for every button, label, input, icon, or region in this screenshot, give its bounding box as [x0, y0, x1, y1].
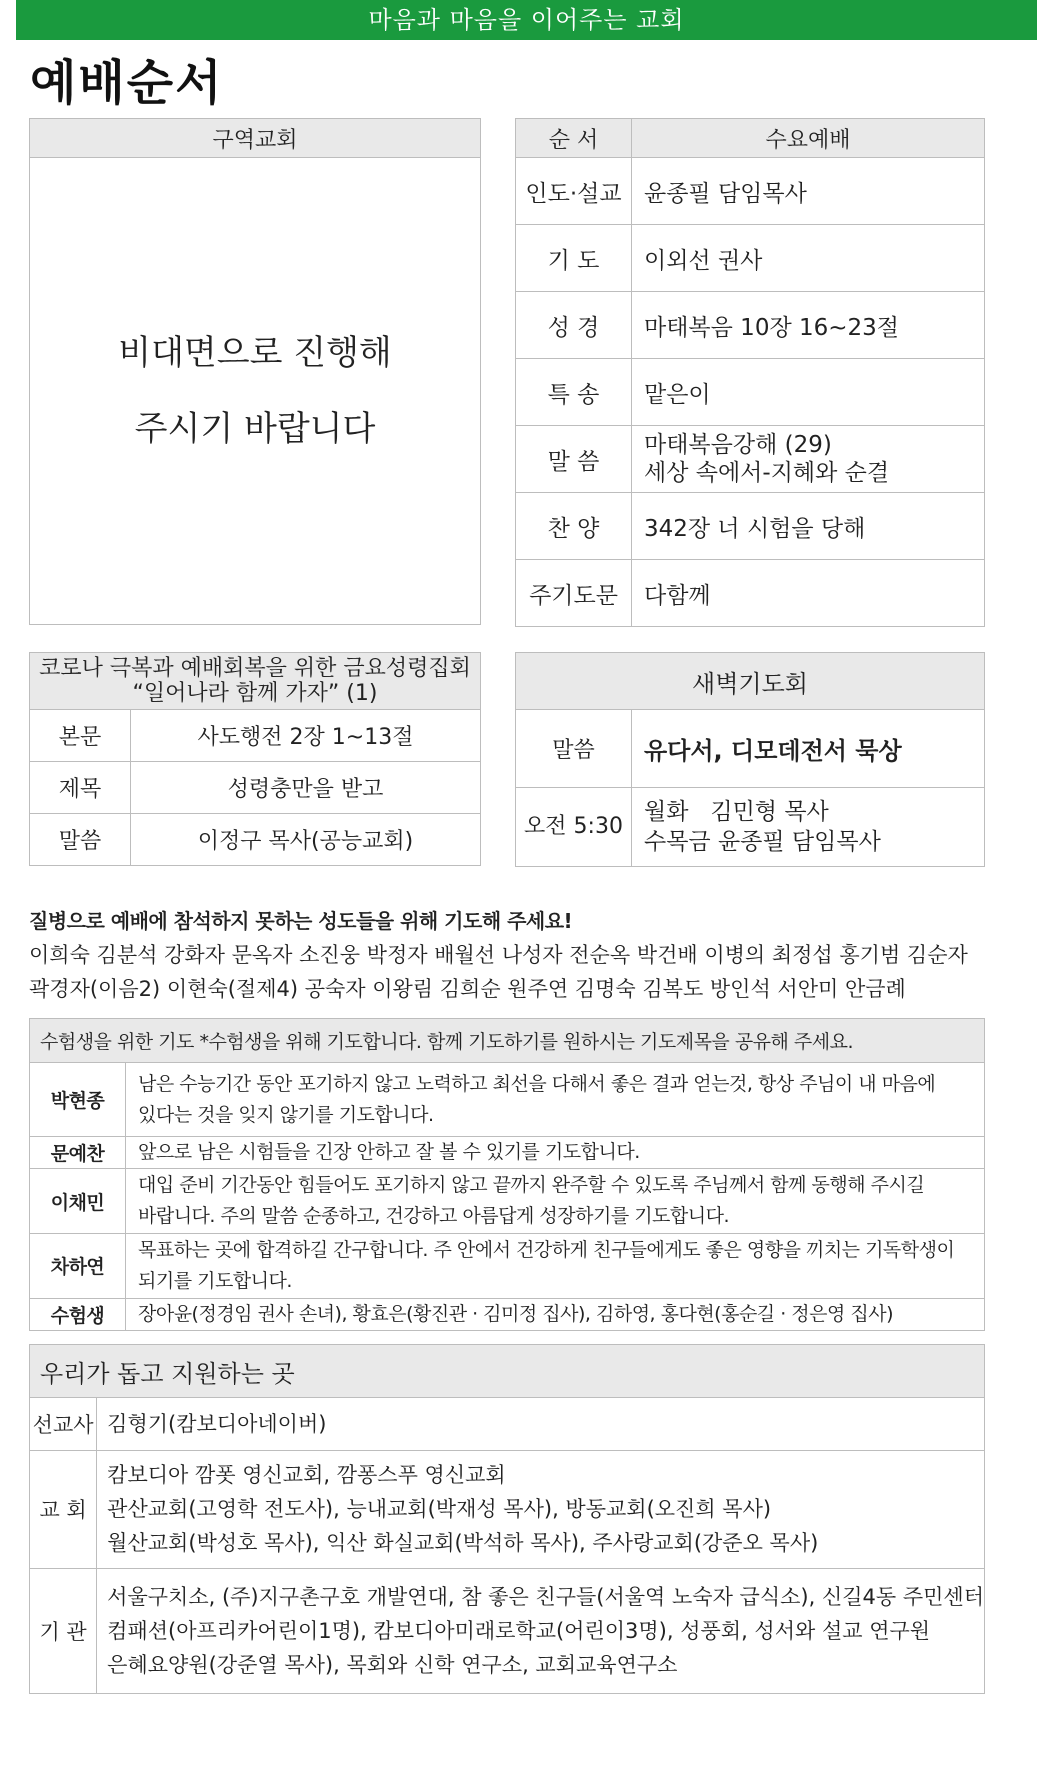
row-label: 말씀 [30, 814, 131, 866]
prayer-line: 되기를 기도합니다. [138, 1269, 292, 1292]
dawn-header: 새벽기도회 [516, 653, 985, 710]
table-row [516, 292, 985, 359]
student-prayer [126, 1298, 985, 1330]
table-row [516, 426, 985, 493]
friday-header-line2: “일어나라 함께 가자” (1) [132, 681, 378, 706]
support-line: 컴패션(아프리카어린이1명), 캄보디아미래로학교(어린이3명), 성풍회, 성서와 설교 연구원 [107, 1619, 931, 1644]
district-church-table [29, 118, 481, 625]
student-prayer [126, 1137, 985, 1169]
support-line: 서울구치소, (주)지구촌구호 개발연대, 참 좋은 친구들(서울역 노숙자 급식소), 신길4동 주민센터 [107, 1585, 984, 1610]
student-prayer [126, 1234, 985, 1299]
support-line: 관산교회(고영학 전도사), 능내교회(박재성 목사), 방동교회(오진희 목사) [107, 1497, 772, 1522]
row-value: 성령충만을 받고 [131, 762, 481, 814]
table-row [30, 1398, 985, 1450]
student-prayer [126, 1169, 985, 1234]
prayer-names-line1: 이희숙 김분석 강화자 문옥자 소진웅 박정자 배월선 나성자 전순옥 박건배 이병의 최정섭 홍기범 김순자 [29, 943, 968, 967]
prayer-line: 있다는 것을 잊지 않기를 기도합니다. [138, 1103, 434, 1126]
row-label: 성 경 [516, 292, 632, 359]
row-value [632, 426, 985, 493]
row-value: 342장 너 시험을 당해 [632, 493, 985, 560]
dawn-leader-2: 수목금 윤종필 담임목사 [644, 829, 881, 855]
table-row [30, 1063, 985, 1137]
sermon-series: 마태복음강해 (29) [644, 432, 832, 458]
row-label: 특 송 [516, 359, 632, 426]
row-value: 맡은이 [632, 359, 985, 426]
row-label: 주기도문 [516, 560, 632, 627]
friday-header-line1: 코로나 극복과 예배회복을 위한 금요성령집회 [39, 656, 471, 681]
support-header: 우리가 돕고 지원하는 곳 [30, 1345, 985, 1398]
district-notice-line2: 주시기 바랍니다 [134, 409, 376, 449]
friday-meeting-table [29, 652, 481, 866]
prayer-name-list [29, 938, 1029, 1006]
table-row [30, 1450, 985, 1569]
row-value: 유다서, 디모데전서 묵상 [632, 710, 985, 788]
students-header: 수험생을 위한 기도 *수험생을 위해 기도합니다. 함께 기도하기를 원하시는 기도제목을 공유해 주세요. [30, 1019, 985, 1063]
prayer-line: 대입 준비 기간동안 힘들어도 포기하지 않고 끝까지 완주할 수 있도록 주님께서 함께 동행해 주시길 [138, 1174, 925, 1197]
student-name: 이채민 [30, 1169, 126, 1234]
row-value: 이정구 목사(공능교회) [131, 814, 481, 866]
table-row [30, 762, 481, 814]
dawn-prayer-table [515, 652, 985, 867]
prayer-line: 바랍니다. 주의 말씀 순종하고, 건강하고 아름답게 성장하기를 기도합니다. [138, 1205, 730, 1228]
table-row [516, 158, 985, 225]
order-header: 순 서 [516, 119, 632, 158]
page-title: 예배순서 [30, 55, 224, 111]
table-row [30, 1137, 985, 1169]
row-value [97, 1450, 985, 1569]
prayer-line: 목표하는 곳에 합격하길 간구합니다. 주 안에서 건강하게 친구들에게도 좋은 영향을 끼치는 기독학생이 [138, 1238, 955, 1261]
district-notice [30, 158, 481, 625]
church-motto-banner: 마음과 마음을 이어주는 교회 [16, 0, 1037, 40]
support-line: 은혜요양원(강준열 목사), 목회와 신학 연구소, 교회교육연구소 [107, 1653, 678, 1678]
support-table [29, 1344, 985, 1694]
wednesday-worship-table [515, 118, 985, 627]
row-value: 김형기(캄보디아네이버) [97, 1398, 985, 1450]
row-label: 기 관 [30, 1569, 97, 1694]
district-notice-line1: 비대면으로 진행해 [118, 333, 392, 373]
row-value: 사도행전 2장 1~13절 [131, 710, 481, 762]
support-line: 월산교회(박성호 목사), 익산 화실교회(박석하 목사), 주사랑교회(강준오 목사) [107, 1531, 819, 1556]
exam-students-table [29, 1018, 985, 1331]
row-label: 말씀 [516, 710, 632, 788]
student-name: 수험생 [30, 1298, 126, 1330]
row-label: 찬 양 [516, 493, 632, 560]
wednesday-header: 수요예배 [632, 119, 985, 158]
prayer-line: 장아윤(정경임 권사 손녀), 황효은(황진관 · 김미정 집사), 김하영, 홍다현(홍순길 · 정은영 집사) [138, 1302, 894, 1325]
table-row [30, 1298, 985, 1330]
table-row [30, 1569, 985, 1694]
table-row [516, 710, 985, 788]
table-row [30, 814, 481, 866]
table-row [516, 560, 985, 627]
row-label: 선교사 [30, 1398, 97, 1450]
support-line: 캄보디아 깜폿 영신교회, 깜퐁스푸 영신교회 [107, 1463, 506, 1488]
table-row [516, 225, 985, 292]
row-label: 제목 [30, 762, 131, 814]
student-name: 박현종 [30, 1063, 126, 1137]
table-row [30, 1234, 985, 1299]
district-header: 구역교회 [30, 119, 481, 158]
sermon-title: 세상 속에서-지혜와 순결 [644, 460, 890, 486]
row-label: 기 도 [516, 225, 632, 292]
row-value: 윤종필 담임목사 [632, 158, 985, 225]
prayer-request-heading: 질병으로 예배에 참석하지 못하는 성도들을 위해 기도해 주세요! [29, 909, 573, 933]
row-value [632, 788, 985, 867]
student-name: 문예찬 [30, 1137, 126, 1169]
row-label: 본문 [30, 710, 131, 762]
row-label: 말 씀 [516, 426, 632, 493]
prayer-names-line2: 곽경자(이음2) 이현숙(절제4) 공숙자 이왕림 김희순 원주연 김명숙 김복도 방인석 서안미 안금례 [29, 977, 906, 1001]
table-row [516, 359, 985, 426]
row-label: 인도·설교 [516, 158, 632, 225]
row-value [97, 1569, 985, 1694]
row-value: 다함께 [632, 560, 985, 627]
prayer-line: 앞으로 남은 시험들을 긴장 안하고 잘 볼 수 있기를 기도합니다. [138, 1141, 640, 1164]
table-row [516, 788, 985, 867]
table-row [30, 1169, 985, 1234]
student-prayer [126, 1063, 985, 1137]
table-row [516, 493, 985, 560]
friday-header [30, 653, 481, 710]
dawn-leader-1: 월화 김민형 목사 [644, 799, 829, 825]
row-label: 오전 5:30 [516, 788, 632, 867]
row-value: 마태복음 10장 16~23절 [632, 292, 985, 359]
student-name: 차하연 [30, 1234, 126, 1299]
table-row [30, 710, 481, 762]
row-value: 이외선 권사 [632, 225, 985, 292]
prayer-line: 남은 수능기간 동안 포기하지 않고 노력하고 최선을 다해서 좋은 결과 얻는것, 항상 주님이 내 마음에 [138, 1072, 936, 1095]
row-label: 교 회 [30, 1450, 97, 1569]
